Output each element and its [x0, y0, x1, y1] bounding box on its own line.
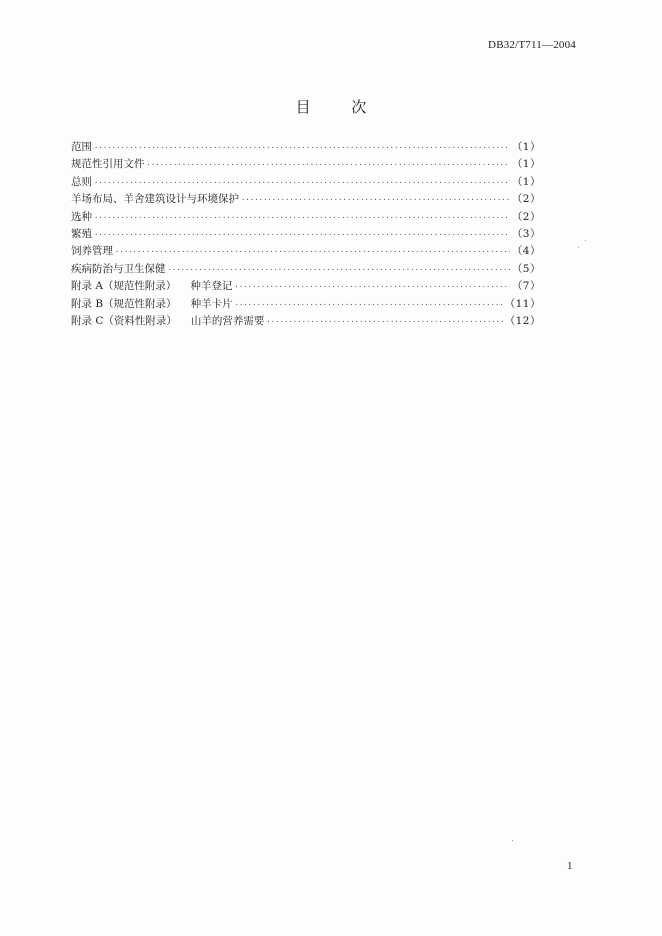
toc-entry[interactable]: [71, 261, 541, 278]
toc-entry[interactable]: [71, 174, 541, 191]
toc-entry-page: （5）: [511, 262, 541, 275]
toc-entry-label: 总则: [71, 175, 92, 188]
toc-entry-label: 饲养管理: [71, 245, 113, 258]
toc-entry-label: 附录 A（规范性附录）: [71, 280, 177, 293]
toc-entry-label: 羊场布局、羊舍建筑设计与环境保护: [71, 193, 239, 206]
dot-leader: [266, 314, 502, 331]
toc-title: 目 次: [295, 98, 385, 116]
dot-leader: [168, 262, 510, 279]
toc-entry-page: （1）: [511, 175, 541, 188]
toc-entry-page: （1）: [511, 158, 541, 171]
dot-leader: [115, 244, 510, 261]
toc-entry-page: （4）: [511, 245, 541, 258]
table-of-contents: [71, 139, 541, 330]
toc-entry-label: 选种: [71, 210, 92, 223]
toc-entry-page: （11）: [504, 297, 541, 310]
toc-entry-page: （12）: [504, 314, 541, 327]
toc-entry-label: 附录 B（规范性附录）: [71, 297, 177, 310]
toc-entry-page: （7）: [511, 280, 541, 293]
toc-entry-label: 疾病防治与卫生保健: [71, 262, 166, 275]
scan-speck: [585, 240, 586, 241]
toc-entry[interactable]: [71, 191, 541, 208]
toc-entry[interactable]: [71, 313, 541, 330]
toc-entry-label: 规范性引用文件: [71, 158, 145, 171]
toc-entry[interactable]: [71, 226, 541, 243]
toc-entry-subtitle: 种羊登记: [190, 280, 233, 293]
scan-speck: [512, 840, 513, 841]
toc-entry[interactable]: [71, 139, 541, 156]
toc-entry-page: （3）: [511, 227, 541, 240]
dot-leader: [147, 157, 510, 174]
dot-leader: [94, 175, 510, 192]
toc-entry-subtitle: 山羊的营养需要: [190, 314, 265, 327]
toc-entry[interactable]: [71, 296, 541, 313]
toc-entry-page: （2）: [511, 210, 541, 223]
toc-entry-label: 繁殖: [71, 227, 92, 240]
toc-entry-label: 范围: [71, 141, 92, 153]
toc-entry-label: 附录 C（资料性附录）: [71, 314, 177, 327]
toc-entry[interactable]: [71, 278, 541, 295]
toc-entry[interactable]: [71, 209, 541, 226]
standard-code: DB32/T711—2004: [488, 39, 576, 51]
toc-entry-page: （1）: [511, 141, 541, 153]
page-number: 1: [567, 860, 573, 872]
toc-entry-page: （2）: [511, 193, 541, 206]
toc-entry-subtitle: 种羊卡片: [190, 297, 233, 310]
toc-entry[interactable]: [71, 243, 541, 260]
dot-leader: [241, 192, 510, 209]
dot-leader: [94, 140, 510, 157]
dot-leader: [94, 227, 510, 244]
scan-speck: [578, 247, 579, 248]
dot-leader: [234, 279, 509, 296]
toc-entry[interactable]: [71, 156, 541, 173]
dot-leader: [94, 210, 510, 227]
dot-leader: [235, 297, 503, 314]
